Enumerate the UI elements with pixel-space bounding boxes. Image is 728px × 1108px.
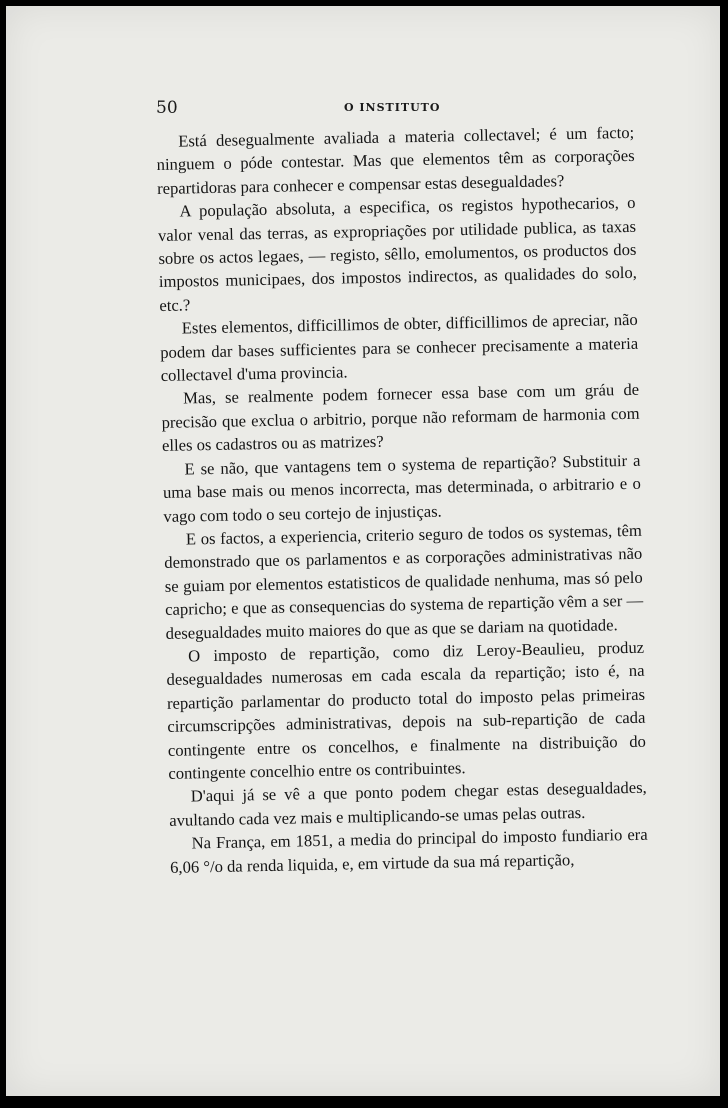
- paragraph: E se não, que vantagens tem o systema de repartição? Substituir a uma base mais ou menos incorrecta, mas determinada, o arbitrario e o vago com todo o seu cortejo de injustiças.: [162, 450, 642, 526]
- paragraph: E os factos, a experiencia, criterio seguro de todos os systemas, têm demonstrado que os parlamentos e as corporações administrativas não se guiam por elementos estatisticos de qualidade nenhuma, mas só pelo capricho; e que as consequencias do systema de repartição vêm a ser — desegualdades muito maiores do que as que se dariam na quotidade.: [164, 520, 644, 643]
- running-head: O INSTITUTO: [344, 101, 441, 114]
- page-number: 50: [156, 98, 178, 118]
- paragraph: Mas, se realmente podem fornecer essa base com um gráu de precisão que exclua o arbitrio, porque não reformam de harmonia com elles os cadastros ou as matrizes?: [161, 380, 640, 456]
- book-page: [6, 6, 720, 1096]
- paragraph: D'aqui já se vê a que ponto podem chegar estas desegualdades, avultando cada vez mais e multiplicando-se umas pelas outras.: [169, 778, 647, 830]
- paragraph: Está desegualmente avaliada a materia collectavel; é um facto; ninguem o póde contestar. Mas que elementos têm as corporações repartidoras para conhecer e compensar estas desegualdades?: [156, 122, 635, 198]
- paragraph: Estes elementos, difficillimos de obter, difficillimos de apreciar, não podem dar bases sufficientes para se conhecer precisamente a materia collectavel d'uma provincia.: [160, 310, 639, 386]
- body-text: [156, 121, 648, 879]
- page-header: [156, 98, 626, 120]
- paragraph: O imposto de repartição, como diz Leroy-Beaulieu, produz desegualdades numerosas em cada escala da repartição; isto é, na repartição parlamentar do producto total do imposto pelas primeiras circumscripções administrativas, depois na sub-repartição de cada contingente entre os concelhos, e finalmente na distribuição do contingente concelhio entre os contribuintes.: [166, 637, 646, 783]
- paragraph: A população absoluta, a especifica, os registos hypothecarios, o valor venal das terras, as expropriações por utilidade publica, as taxas sobre os actos legaes, — registo, sêllo, emolumentos, os productos dos impostos municipaes, dos impostos indirectos, as qualidades do solo, etc.?: [157, 193, 638, 315]
- paragraph: Na França, em 1851, a media do principal do imposto fundiario era 6,06 °/o da renda liquida, e, em virtude da sua má repartição,: [169, 824, 648, 877]
